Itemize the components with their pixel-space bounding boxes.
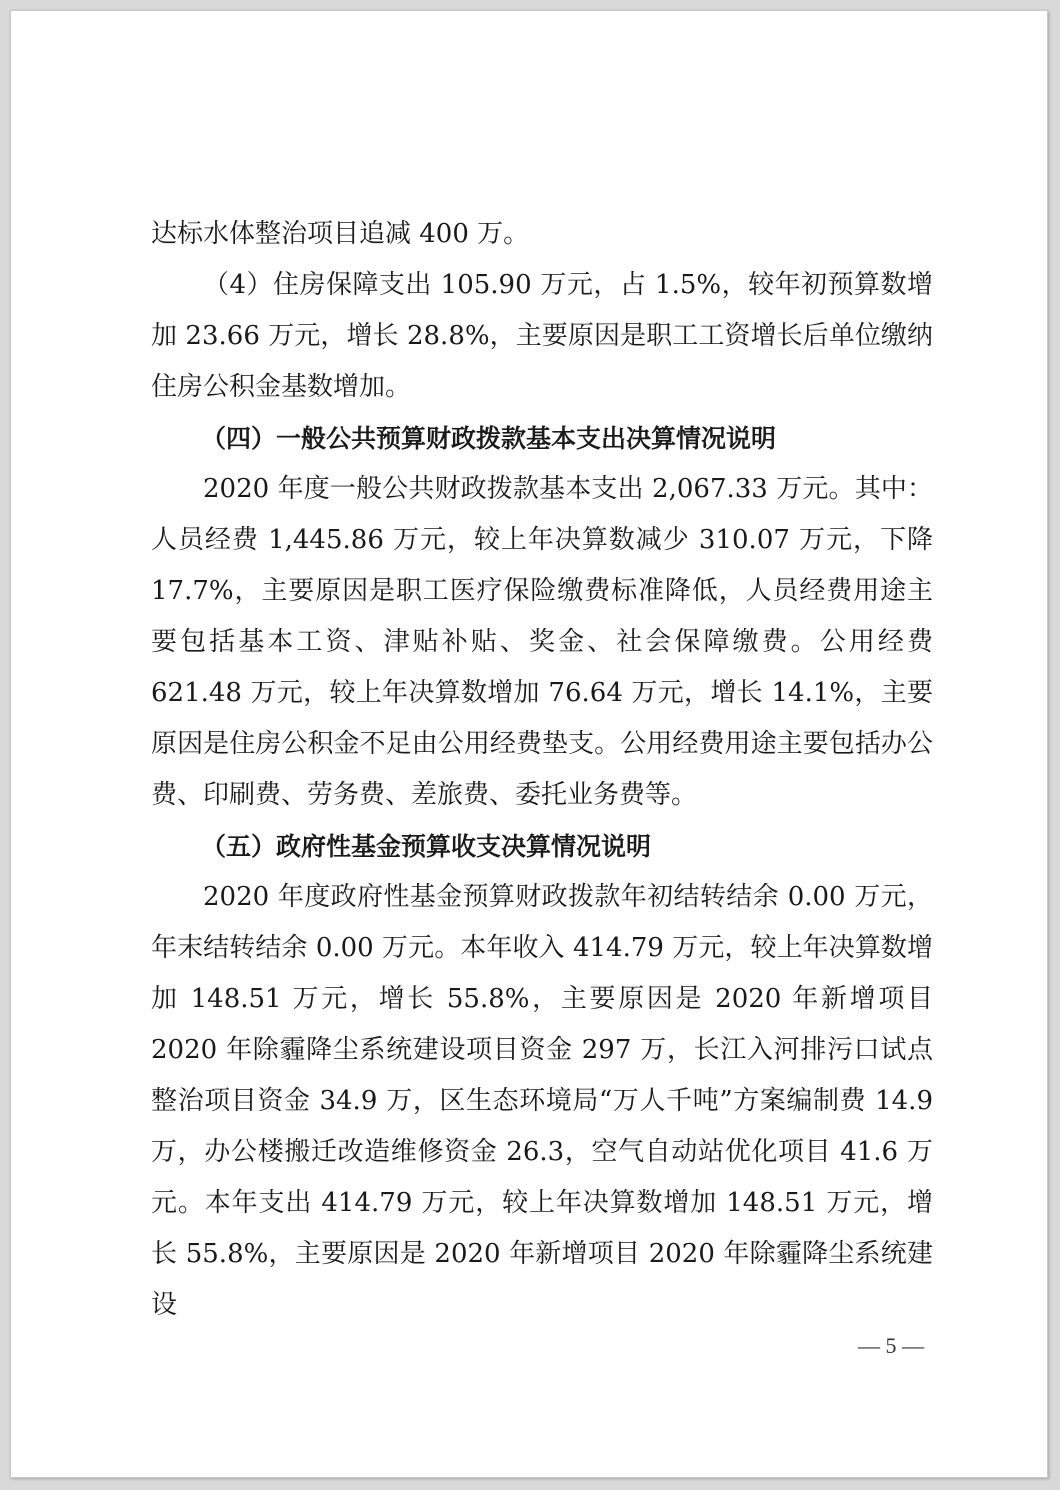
page-number: — 5 — — [858, 1333, 924, 1358]
document-page — [10, 10, 1048, 1478]
section-heading-government-fund: （五）政府性基金预算收支决算情况说明 — [201, 832, 652, 861]
document-body — [151, 209, 933, 1331]
paragraph-housing-security: （4）住房保障支出 105.90 万元，占 1.5%，较年初预算数增加 23.66 万元，增长 28.8%，主要原因是职工工资增长后单位缴纳住房公积金基数增加。 — [151, 270, 933, 402]
paragraph-basic-expenditure: 2020 年度一般公共财政拨款基本支出 2,067.33 万元。其中：人员经费 1,445.86 万元，较上年决算数减少 310.07 万元，下降 17.7%，主要原因是职工医疗保险缴费标准降低，人员经费用途主要包括基本工资、津贴补贴、奖金、社会保障缴费。公用经费 621.48 万元，较上年决算数增加 76.64 万元，增长 14.1%，主要原因是住房公积金不足由公用经费垫支。公用经费用途主要包括办公费、印刷费、劳务费、差旅费、委托业务费等。 — [151, 474, 933, 810]
section-heading-basic-expenditure: （四）一般公共预算财政拨款基本支出决算情况说明 — [201, 424, 777, 453]
paragraph-government-fund: 2020 年度政府性基金预算财政拨款年初结转结余 0.00 万元，年末结转结余 0.00 万元。本年收入 414.79 万元，较上年决算数增加 148.51 万元，增长 55.8%，主要原因是 2020 年新增项目 2020 年除霾降尘系统建设项目资金 297 万，长江入河排污口试点整治项目资金 34.9 万，区生态环境局“万人千吨”方案编制费 14.9 万，办公楼搬迁改造维修资金 26.3，空气自动站优化项目 41.6 万元。本年支出 414.79 万元，较上年决算数增加 148.51 万元，增长 55.8%，主要原因是 2020 年新增项目 2020 年除霾降尘系统建设 — [151, 882, 933, 1320]
paragraph-continuation: 达标水体整治项目追减 400 万。 — [151, 219, 530, 249]
